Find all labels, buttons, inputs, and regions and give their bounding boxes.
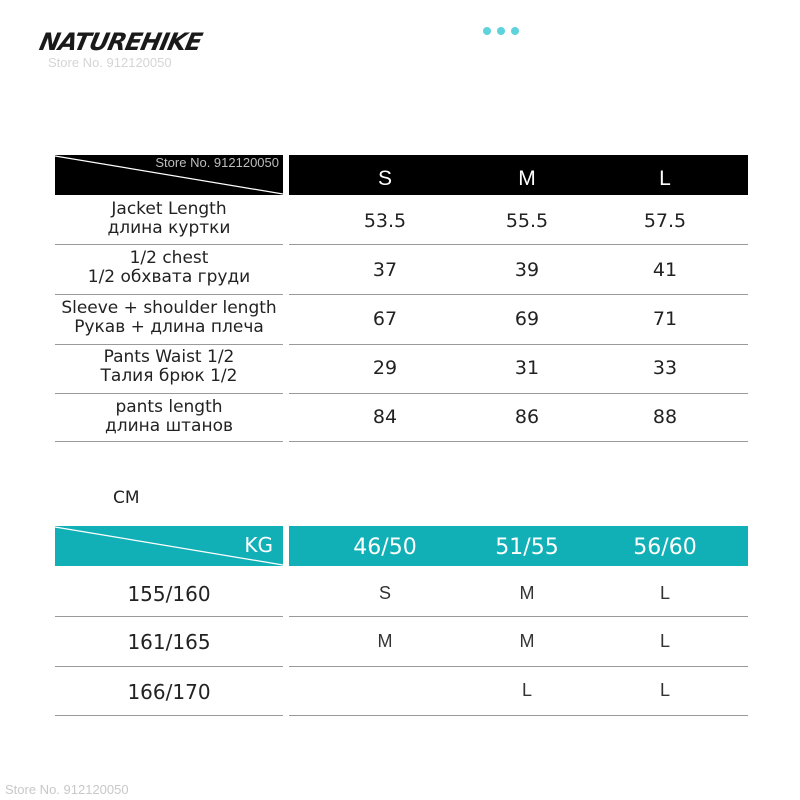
table-cell: 71 — [652, 308, 678, 330]
table-cell: 39 — [514, 259, 540, 281]
table-cell: 84 — [372, 406, 398, 428]
fit-chart-header — [289, 526, 748, 566]
row-label-ru: длина куртки — [107, 218, 231, 238]
weight-header: 51/55 — [495, 535, 559, 560]
table-cell: 57.5 — [643, 210, 687, 232]
table-cell: 29 — [372, 357, 398, 379]
size-cell: L — [521, 680, 532, 700]
table-cell: 67 — [372, 308, 398, 330]
row-divider — [289, 393, 748, 394]
size-cell: M — [519, 583, 535, 603]
size-cell: M — [519, 631, 535, 651]
size-header-m: M — [518, 167, 536, 190]
row-divider — [55, 666, 283, 667]
dot-icon — [483, 27, 491, 35]
row-label-pants-length — [55, 398, 283, 436]
row-divider — [289, 616, 748, 617]
size-cell: S — [378, 583, 391, 603]
header-watermark: Store No. 912120050 — [155, 155, 279, 170]
row-label-pants-waist — [55, 348, 283, 386]
watermark-top: Store No. 912120050 — [48, 55, 172, 70]
row-label-sleeve — [55, 299, 283, 337]
row-divider — [289, 344, 748, 345]
row-divider — [55, 393, 283, 394]
row-divider — [289, 244, 748, 245]
row-divider — [55, 294, 283, 295]
table-cell: 86 — [514, 406, 540, 428]
row-divider — [289, 666, 748, 667]
brand-logo: NATUREHIKE — [37, 28, 205, 56]
table-cell: 55.5 — [505, 210, 549, 232]
size-cell: L — [659, 631, 670, 651]
row-label-en: pants length — [115, 397, 223, 417]
height-label: 155/160 — [127, 582, 211, 606]
table-cell: 88 — [652, 406, 678, 428]
row-divider — [55, 441, 283, 442]
size-header-s: S — [377, 167, 392, 190]
row-divider — [289, 715, 748, 716]
row-divider — [55, 244, 283, 245]
table-cell: 69 — [514, 308, 540, 330]
row-label-en: Pants Waist 1/2 — [103, 347, 235, 367]
row-divider — [289, 441, 748, 442]
height-label: 161/165 — [127, 630, 211, 654]
table-cell: 37 — [372, 259, 398, 281]
weight-header: 46/50 — [353, 535, 417, 560]
row-label-en: Sleeve + shoulder length — [61, 298, 277, 318]
dot-icon — [497, 27, 505, 35]
row-label-ru: Рукав + длина плеча — [74, 317, 264, 337]
size-cell: L — [659, 583, 670, 603]
table-cell: 41 — [652, 259, 678, 281]
height-label: 166/170 — [127, 680, 211, 704]
dot-icon — [511, 27, 519, 35]
size-header-l: L — [659, 167, 671, 190]
table-cell: 53.5 — [363, 210, 407, 232]
row-label-ru: длина штанов — [104, 416, 233, 436]
row-label-en: Jacket Length — [111, 199, 227, 219]
unit-label: CM — [113, 488, 140, 508]
table-cell: 33 — [652, 357, 678, 379]
watermark-bottom: Store No. 912120050 — [5, 782, 129, 797]
more-options-icon[interactable] — [483, 27, 519, 35]
row-divider — [55, 616, 283, 617]
weight-header: 56/60 — [633, 535, 697, 560]
row-label-chest — [55, 249, 283, 287]
size-cell: M — [377, 631, 393, 651]
measurement-table-header — [289, 155, 748, 195]
row-label-en: 1/2 chest — [129, 248, 209, 268]
measurement-table-corner — [55, 155, 283, 195]
row-label-ru: 1/2 обхвата груди — [87, 267, 251, 287]
row-divider — [55, 715, 283, 716]
fit-chart-corner — [55, 526, 283, 566]
row-label-jacket-length — [55, 200, 283, 238]
row-divider — [289, 294, 748, 295]
table-cell: 31 — [514, 357, 540, 379]
row-label-ru: Талия брюк 1/2 — [100, 366, 238, 386]
size-cell: L — [659, 680, 670, 700]
weight-unit-label: KG — [244, 533, 273, 557]
row-divider — [55, 344, 283, 345]
